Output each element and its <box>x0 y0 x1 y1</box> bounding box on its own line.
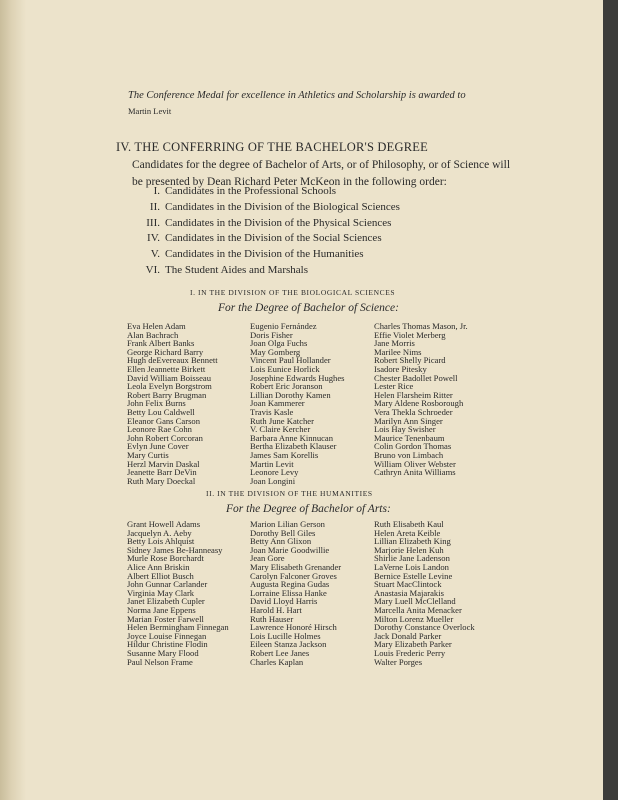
graduate-name: Herzl Marvin Daskal <box>127 458 200 469</box>
graduate-name: Augusta Regina Gudas <box>250 579 330 590</box>
graduate-name: Helen Flarsheim Ritter <box>374 389 453 400</box>
graduate-name: Eileen Stanza Jackson <box>250 639 327 650</box>
biological-names-col1 <box>127 322 218 485</box>
graduate-name: Chester Badollet Powell <box>374 372 458 383</box>
graduate-name: Robert Shelly Picard <box>374 355 446 366</box>
graduate-name: Marjorie Helen Kuh <box>374 544 444 555</box>
graduate-name: Betty Ann Glixon <box>250 536 312 547</box>
biological-names-col2 <box>250 322 345 485</box>
graduate-name: Joan Marie Goodwillie <box>250 544 330 555</box>
intro-line: Candidates for the degree of Bachelor of Arts, or of Philosophy, or of Science will <box>132 159 511 171</box>
graduate-name: Lawrence Honoré Hirsch <box>250 622 337 633</box>
graduate-name: Helen Bermingham Finnegan <box>127 622 229 633</box>
graduate-name: Sidney James Be-Hanneasy <box>127 544 223 555</box>
graduate-name: Albert Elliot Busch <box>127 570 194 581</box>
graduate-name: Leonore Levy <box>250 467 299 478</box>
graduate-name: Harold H. Hart <box>250 604 302 615</box>
graduate-name: Vincent Paul Hollander <box>250 355 331 366</box>
graduate-name: Maurice Tenenbaum <box>374 432 445 443</box>
graduate-name: LaVerne Lois Landon <box>374 561 449 572</box>
graduate-name: Susanne Mary Flood <box>127 647 199 658</box>
graduate-name: Janet Elizabeth Cupler <box>127 596 205 607</box>
graduate-name: David Lloyd Harris <box>250 596 318 607</box>
graduate-name: George Richard Barry <box>127 346 204 357</box>
graduate-name: Ellen Jeannette Birkett <box>127 363 206 374</box>
graduate-name: Stuart MacClintock <box>374 579 442 590</box>
graduate-name: Vera Thekla Schroeder <box>374 406 453 417</box>
graduate-name: Jean Gore <box>250 553 285 564</box>
order-item: V. Candidates in the Division of the Humanities <box>150 248 364 261</box>
graduate-name: Jack Donald Parker <box>374 630 442 641</box>
order-item: IV. Candidates in the Division of the Social Sciences <box>147 232 382 245</box>
graduate-name: Bruno von Limbach <box>374 449 444 460</box>
graduate-name: Eugenio Fernández <box>250 321 317 331</box>
graduate-name: Ruth Hauser <box>250 613 294 624</box>
graduate-name: Lester Rice <box>374 381 414 392</box>
medal-recipient: Martin Levit <box>128 106 172 116</box>
graduate-name: Mary Elisabeth Grenander <box>250 561 342 572</box>
graduate-name: Lillian Elizabeth King <box>374 536 451 547</box>
graduate-name: Lorraine Elissa Hanke <box>250 587 327 598</box>
graduate-name: Dorothy Bell Giles <box>250 527 316 538</box>
graduate-name: Milton Lorenz Mueller <box>374 613 454 624</box>
graduate-name: Cathryn Anita Williams <box>374 467 456 478</box>
graduate-name: Anastasia Majarakis <box>374 587 444 598</box>
graduate-name: Shirlie Jane Ladenson <box>374 553 450 564</box>
graduate-name: Josephine Edwards Hughes <box>250 372 345 383</box>
graduate-name: Leonore Rae Cohn <box>127 424 192 435</box>
graduate-name: Eva Helen Adam <box>127 321 186 331</box>
graduate-name: Betty Lou Caldwell <box>127 406 195 417</box>
graduate-name: Walter Porges <box>374 656 423 667</box>
graduate-name: Louis Frederic Perry <box>374 647 446 658</box>
graduate-name: Colin Gordon Thomas <box>374 441 452 452</box>
graduate-name: Barbara Anne Kinnucan <box>250 432 334 443</box>
graduate-name: Ruth Elisabeth Kaul <box>374 519 444 529</box>
graduate-name: John Gunnar Carlander <box>127 579 208 590</box>
graduate-name: Bertha Elizabeth Klauser <box>250 441 337 452</box>
graduate-name: Robert Lee Janes <box>250 647 310 658</box>
page-gutter-shadow <box>0 0 26 800</box>
graduate-name: Robert Barry Brugman <box>127 389 207 400</box>
graduate-name: Joan Kammerer <box>250 398 305 409</box>
graduate-name: James Sam Korellis <box>250 449 319 460</box>
graduate-name: Jeanette Barr DeVin <box>127 467 197 478</box>
graduate-name: William Oliver Webster <box>374 458 456 469</box>
graduate-name: Alice Ann Briskin <box>127 561 190 572</box>
graduate-name: Mary Aldene Rosborough <box>374 398 464 409</box>
humanities-names-col1 <box>127 520 229 666</box>
graduate-name: May Gomberg <box>250 346 301 357</box>
graduate-name: Lois Eunice Horlick <box>250 363 320 374</box>
graduate-name: Murle Rose Borchardt <box>127 553 204 564</box>
graduate-name: Martin Levit <box>250 458 294 469</box>
graduate-name: Mary Curtis <box>127 449 169 460</box>
humanities-degree-title: For the Degree of Bachelor of Arts: <box>226 503 391 515</box>
graduate-name: V. Claire Kercher <box>250 424 311 435</box>
graduate-name: Ruth June Katcher <box>250 415 314 426</box>
graduate-name: Mary Elizabeth Parker <box>374 639 452 650</box>
graduate-name: Marilee Nims <box>374 346 422 357</box>
graduate-name: Jacquelyn A. Aeby <box>127 527 192 538</box>
graduate-name: Grant Howell Adams <box>127 519 201 529</box>
biological-degree-title: For the Degree of Bachelor of Science: <box>218 302 399 314</box>
graduate-name: Charles Thomas Mason, Jr. <box>374 321 468 331</box>
graduate-name: Helen Areta Keible <box>374 527 441 538</box>
graduate-name: Charles Kaplan <box>250 656 304 667</box>
graduate-name: Hugh deEvereaux Bennett <box>127 355 218 366</box>
graduate-name: Mary Luell McClelland <box>374 596 456 607</box>
graduate-name: Robert Eric Joranson <box>250 381 323 392</box>
graduate-name: Joan Olga Fuchs <box>250 338 308 349</box>
graduate-name: Effie Violet Merberg <box>374 329 446 340</box>
graduate-name: Marion Lilian Gerson <box>250 519 325 529</box>
graduate-name: Eleanor Gans Carson <box>127 415 201 426</box>
graduate-name: Carolyn Falconer Groves <box>250 570 337 581</box>
graduate-name: Doris Fisher <box>250 329 293 340</box>
graduate-name: Marcella Anita Menacker <box>374 604 462 615</box>
graduate-name: Paul Nelson Frame <box>127 656 193 667</box>
graduate-name: Leola Evelyn Borgstrom <box>127 381 212 392</box>
graduate-name: Jane Morris <box>374 338 415 349</box>
humanities-division-heading: II. IN THE DIVISION OF THE HUMANITIES <box>206 489 373 498</box>
graduate-name: Alan Bachrach <box>127 329 179 340</box>
graduate-name: Lois Lucille Holmes <box>250 630 321 641</box>
graduate-name: David William Boisseau <box>127 372 211 383</box>
humanities-names-col3 <box>374 520 475 666</box>
order-item: VI. The Student Aides and Marshals <box>145 263 308 276</box>
graduate-name: Joan Longini <box>250 475 296 486</box>
graduate-name: John Robert Corcoran <box>127 432 203 443</box>
graduate-name: Lois Hay Swisher <box>374 424 436 435</box>
order-item: III. Candidates in the Division of the Physical Sciences <box>146 216 392 229</box>
graduate-name: Marian Foster Farwell <box>127 613 204 624</box>
graduate-name: Norma Jane Eppens <box>127 604 196 615</box>
graduate-name: Hildur Christine Flodin <box>127 639 208 650</box>
graduate-name: Frank Albert Banks <box>127 338 195 349</box>
intro-line: be presented by Dean Richard Peter McKeon in the following order: <box>132 176 447 188</box>
graduate-name: Joyce Louise Finnegan <box>127 630 207 641</box>
order-item: I. Candidates in the Professional Schools <box>153 185 337 197</box>
graduate-name: Bernice Estelle Levine <box>374 570 453 581</box>
graduate-name: Dorothy Constance Overlock <box>374 622 475 633</box>
section-heading: IV. THE CONFERRING OF THE BACHELOR'S DEGREE <box>116 140 428 154</box>
biological-names-col3 <box>374 322 468 477</box>
graduate-name: Betty Lois Ahlquist <box>127 536 195 547</box>
graduate-name: Evlyn June Cover <box>127 441 189 452</box>
graduate-name: John Felix Burns <box>127 398 186 409</box>
medal-citation: The Conference Medal for excellence in Athletics and Scholarship is awarded to <box>128 90 466 101</box>
graduate-name: Travis Kasle <box>250 406 294 417</box>
order-item: II. Candidates in the Division of the Biological Sciences <box>149 200 400 213</box>
graduate-name: Virginia May Clark <box>127 587 195 598</box>
graduate-name: Lillian Dorothy Kamen <box>250 389 331 400</box>
graduate-name: Ruth Mary Doeckal <box>127 475 196 486</box>
graduate-name: Marilyn Ann Singer <box>374 415 443 426</box>
presentation-order-list <box>132 184 400 279</box>
graduate-name: Isadore Pitesky <box>374 363 427 374</box>
humanities-names-col2 <box>250 520 341 666</box>
biological-division-heading: I. IN THE DIVISION OF THE BIOLOGICAL SCIENCES <box>190 288 396 297</box>
